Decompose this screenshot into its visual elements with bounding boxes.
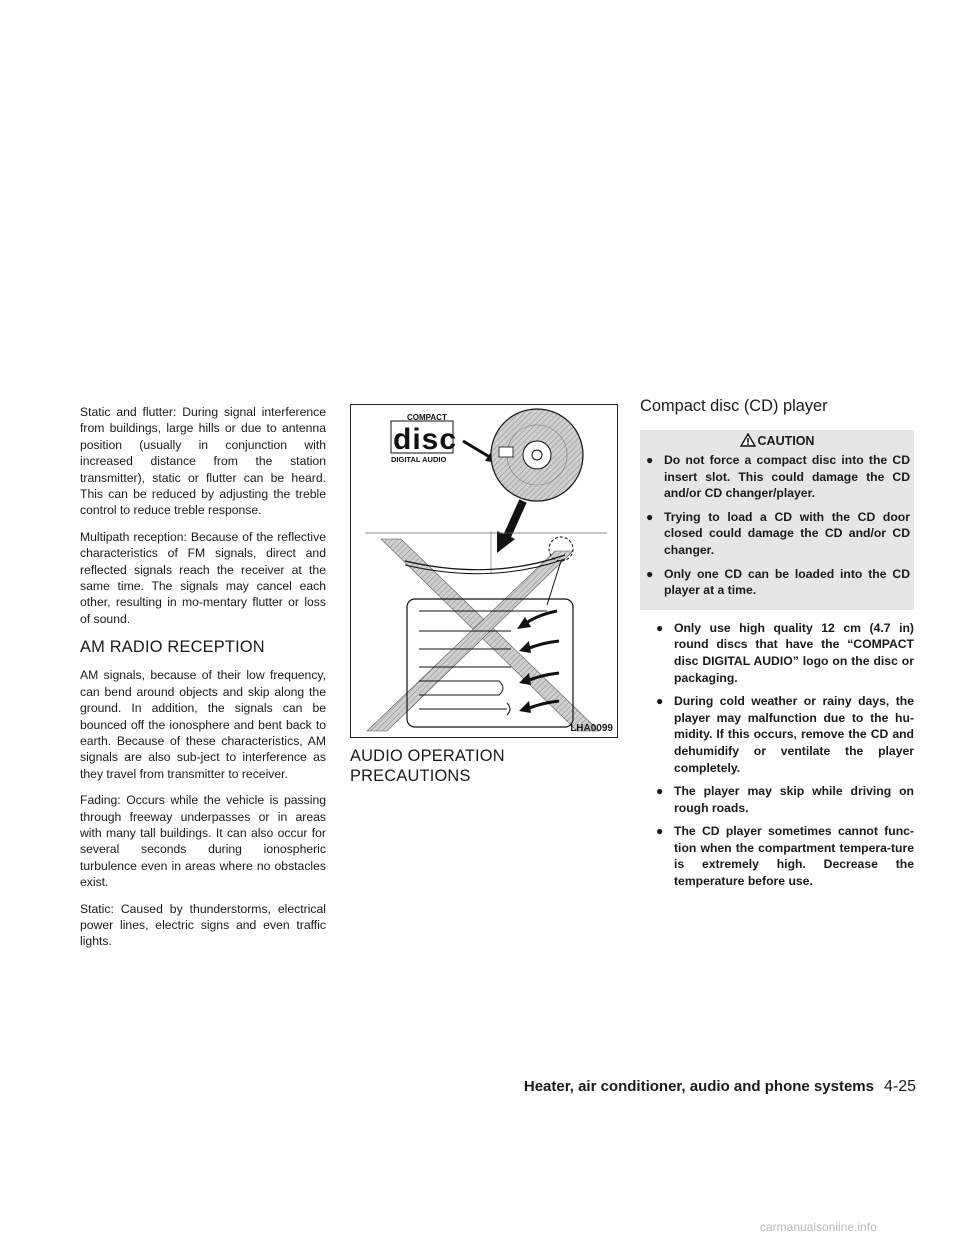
bullet-icon: ●: [656, 694, 664, 709]
cd-notes: [640, 620, 914, 890]
right-column: [640, 397, 914, 897]
caution-item: ● Do not force a compact disc into the CD insert slot. This could damage the CD and/or CD changer/player.: [646, 453, 910, 501]
note-item: ● During cold weather or rainy days, the player may malfunction due to the hu-midity. If this occurs, remove the CD and dehumidify or ventilate the player completely.: [656, 694, 914, 775]
fading-paragraph: Fading: Occurs while the vehicle is passing through freeway underpasses or in areas with many tall buildings. It can also occur for several seconds during ionospheric turbulence even in areas where no obstacles exist.: [80, 793, 326, 890]
notes-list: [640, 620, 914, 890]
left-column: [80, 404, 326, 960]
cd-illustration: [351, 405, 617, 737]
bullet-icon: ●: [656, 784, 664, 799]
svg-text:COMPACT: COMPACT: [407, 413, 447, 422]
static-flutter-paragraph: Static and flutter: During signal interference from buildings, large hills or due to antenna position (usually in conjunction with increased distance from the station transmitter), static or flutter can be heard. This can be reduced by adjusting the treble control to reduce treble response.: [80, 405, 326, 518]
audio-precautions-heading: AUDIO OPERATION PRECAUTIONS: [350, 747, 505, 785]
cd-disc-icon: [491, 409, 583, 501]
compact-disc-logo: [391, 413, 457, 464]
cd-insertion-figure: [350, 404, 618, 738]
svg-text:disc: disc: [393, 423, 458, 456]
static-paragraph: Static: Caused by thunderstorms, electrical power lines, electric signs and even traffic lights.: [80, 901, 326, 949]
am-signals-paragraph: AM signals, because of their low frequency, can bend around objects and skip along the ground. In addition, the signals can be bounced off the ionosphere and bent back to earth. Because of these characteristics, AM signals are also sub-ject to interference as they travel from transmitter to receiver.: [80, 668, 326, 781]
bullet-icon: ●: [656, 620, 664, 635]
note-item: ● Only use high quality 12 cm (4.7 in) round discs that have the “COMPACT disc DIGITAL AUDIO” logo on the disc or packaging.: [656, 620, 914, 685]
bullet-icon: ●: [646, 566, 654, 581]
bullet-icon: ●: [646, 453, 654, 467]
chapter-title: Heater, air conditioner, audio and phone systems: [523, 1078, 874, 1095]
note-item: ● The player may skip while driving on rough roads.: [656, 784, 914, 815]
am-radio-heading: AM RADIO RECEPTION: [80, 638, 265, 657]
caution-label: CAUTION: [757, 434, 815, 448]
middle-column: [350, 404, 620, 796]
caution-header: [640, 430, 914, 452]
caution-item: ● Only one CD can be loaded into the CD player at a time.: [646, 566, 910, 598]
svg-text:DIGITAL AUDIO: DIGITAL AUDIO: [391, 455, 447, 464]
figure-code: LHA0099: [570, 723, 613, 734]
bullet-icon: ●: [656, 824, 664, 839]
note-item: ● The CD player sometimes cannot func-tion when the compartment tempera-ture is extremely high. Decrease the temperature before use.: [656, 824, 914, 889]
caution-item: ● Trying to load a CD with the CD door closed could damage the CD and/or CD changer.: [646, 509, 910, 557]
caution-list: [640, 452, 914, 599]
page-footer: [524, 1078, 916, 1096]
page-number: 4-25: [883, 1078, 916, 1095]
warning-triangle-icon: [740, 433, 756, 447]
watermark: carmanualsonline.info: [760, 1220, 877, 1234]
multipath-paragraph: Multipath reception: Because of the reflective characteristics of FM signals, direct and reflected signals reach the receiver at the same time. The signals may cancel each other, resulting in mo-mentary flutter or loss of sound.: [80, 529, 326, 626]
bullet-icon: ●: [646, 509, 654, 524]
cd-player-heading: Compact disc (CD) player: [640, 397, 828, 415]
caution-box: [640, 430, 914, 610]
